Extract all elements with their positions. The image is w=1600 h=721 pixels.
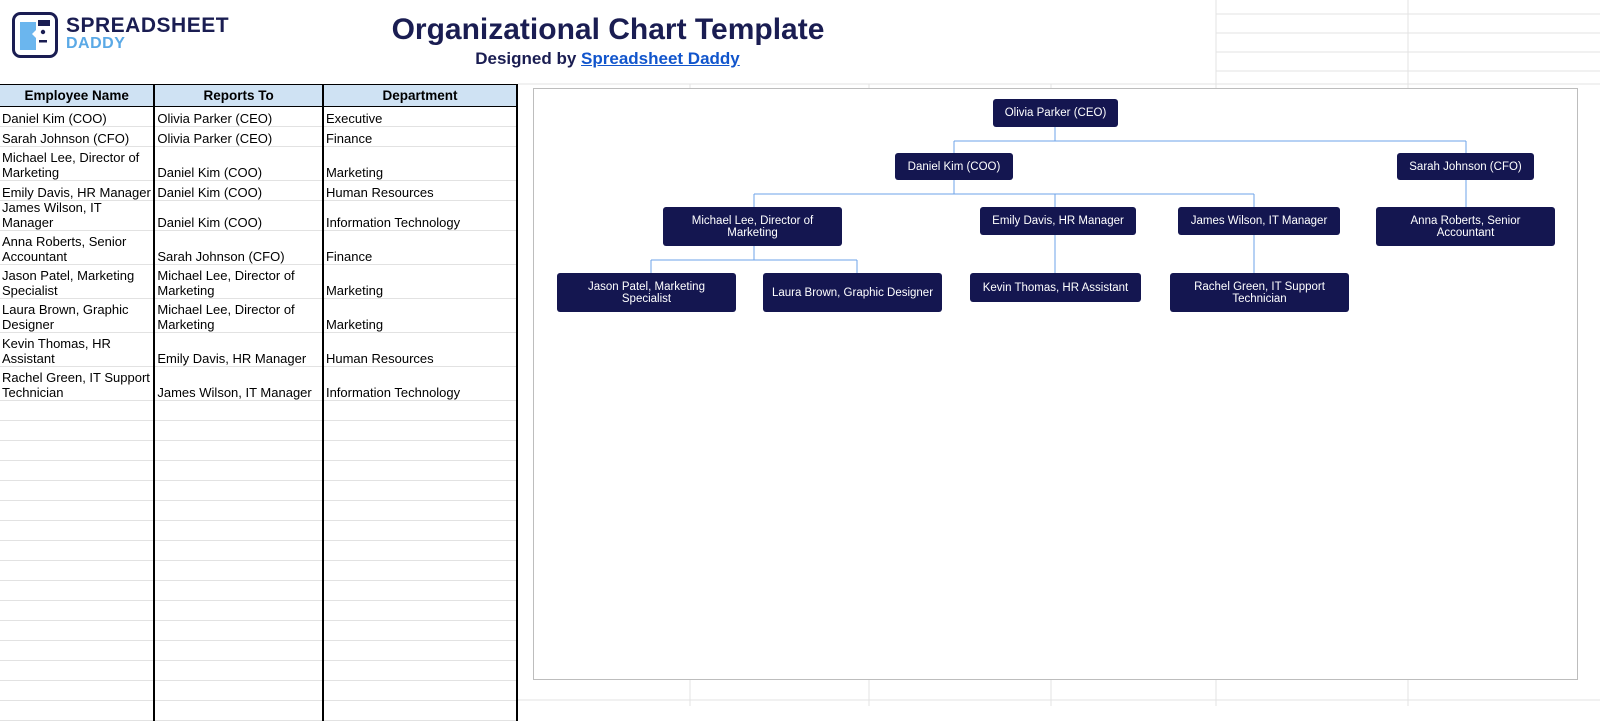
- empty-cell[interactable]: [154, 641, 323, 661]
- cell-reports-to[interactable]: Emily Davis, HR Manager: [154, 333, 323, 367]
- org-chart-panel[interactable]: [533, 88, 1578, 680]
- table-row: [0, 299, 517, 333]
- empty-cell[interactable]: [154, 521, 323, 541]
- empty-cell[interactable]: [154, 421, 323, 441]
- empty-row: [0, 701, 517, 721]
- column-header-employee-name[interactable]: Employee Name: [0, 85, 154, 107]
- cell-employee-name[interactable]: Daniel Kim (COO): [0, 107, 154, 127]
- empty-cell[interactable]: [323, 561, 517, 581]
- empty-row: [0, 461, 517, 481]
- empty-cell[interactable]: [0, 461, 154, 481]
- empty-row: [0, 681, 517, 701]
- empty-cell[interactable]: [154, 681, 323, 701]
- empty-cell[interactable]: [0, 601, 154, 621]
- org-node-cfo[interactable]: Sarah Johnson (CFO): [1397, 153, 1534, 180]
- page-subtitle: [400, 49, 815, 69]
- empty-cell[interactable]: [154, 461, 323, 481]
- empty-row: [0, 621, 517, 641]
- cell-department[interactable]: Marketing: [323, 147, 517, 181]
- table-row: [0, 127, 517, 147]
- empty-cell[interactable]: [323, 641, 517, 661]
- cell-employee-name[interactable]: Anna Roberts, Senior Accountant: [0, 231, 154, 265]
- empty-cell[interactable]: [154, 441, 323, 461]
- empty-cell[interactable]: [323, 581, 517, 601]
- table-row: [0, 367, 517, 401]
- connector-ceo-level: [954, 127, 1466, 153]
- org-node-senior-accountant[interactable]: Anna Roberts, Senior Accountant: [1376, 207, 1555, 246]
- cell-employee-name[interactable]: Sarah Johnson (CFO): [0, 127, 154, 147]
- cell-reports-to[interactable]: Daniel Kim (COO): [154, 181, 323, 201]
- empty-row: [0, 661, 517, 681]
- empty-row: [0, 481, 517, 501]
- column-header-department[interactable]: Department: [323, 85, 517, 107]
- empty-cell[interactable]: [0, 541, 154, 561]
- empty-cell[interactable]: [154, 701, 323, 721]
- empty-cell[interactable]: [0, 581, 154, 601]
- empty-cell[interactable]: [0, 421, 154, 441]
- cell-reports-to[interactable]: James Wilson, IT Manager: [154, 367, 323, 401]
- cell-reports-to[interactable]: Daniel Kim (COO): [154, 147, 323, 181]
- empty-cell[interactable]: [154, 661, 323, 681]
- table-row: [0, 107, 517, 127]
- empty-cell[interactable]: [154, 401, 323, 421]
- connector-coo-reports: [754, 180, 1254, 207]
- cell-department[interactable]: Human Resources: [323, 333, 517, 367]
- table-row: [0, 201, 517, 231]
- empty-row: [0, 541, 517, 561]
- empty-cell[interactable]: [323, 421, 517, 441]
- cell-department[interactable]: Finance: [323, 231, 517, 265]
- org-node-hr-manager[interactable]: Emily Davis, HR Manager: [980, 207, 1136, 235]
- empty-cell[interactable]: [323, 621, 517, 641]
- cell-department[interactable]: Executive: [323, 107, 517, 127]
- cell-employee-name[interactable]: Kevin Thomas, HR Assistant: [0, 333, 154, 367]
- empty-cell[interactable]: [0, 701, 154, 721]
- empty-cell[interactable]: [323, 441, 517, 461]
- empty-cell[interactable]: [154, 601, 323, 621]
- empty-row: [0, 601, 517, 621]
- org-node-hr-assistant[interactable]: Kevin Thomas, HR Assistant: [970, 273, 1141, 302]
- cell-reports-to[interactable]: Sarah Johnson (CFO): [154, 231, 323, 265]
- cell-employee-name[interactable]: Rachel Green, IT Support Technician: [0, 367, 154, 401]
- page-title: Organizational Chart Template: [391, 13, 825, 46]
- cell-employee-name[interactable]: Michael Lee, Director of Marketing: [0, 147, 154, 181]
- cell-employee-name[interactable]: James Wilson, IT Manager: [0, 201, 154, 231]
- empty-row: [0, 521, 517, 541]
- empty-cell[interactable]: [323, 541, 517, 561]
- empty-cell[interactable]: [0, 441, 154, 461]
- empty-cell[interactable]: [154, 541, 323, 561]
- empty-row: [0, 581, 517, 601]
- cell-employee-name[interactable]: Jason Patel, Marketing Specialist: [0, 265, 154, 299]
- org-node-it-manager[interactable]: James Wilson, IT Manager: [1178, 207, 1340, 235]
- empty-cell[interactable]: [154, 501, 323, 521]
- empty-row: [0, 561, 517, 581]
- cell-reports-to[interactable]: Olivia Parker (CEO): [154, 107, 323, 127]
- cell-department[interactable]: Information Technology: [323, 367, 517, 401]
- cell-reports-to[interactable]: Michael Lee, Director of Marketing: [154, 265, 323, 299]
- table-row: [0, 265, 517, 299]
- subtitle-prefix: Designed by: [475, 49, 577, 68]
- cell-department[interactable]: Finance: [323, 127, 517, 147]
- org-node-ceo[interactable]: Olivia Parker (CEO): [993, 99, 1118, 127]
- empty-cell[interactable]: [323, 461, 517, 481]
- cell-employee-name[interactable]: Laura Brown, Graphic Designer: [0, 299, 154, 333]
- cell-reports-to[interactable]: Daniel Kim (COO): [154, 201, 323, 231]
- org-node-it-support[interactable]: Rachel Green, IT Support Technician: [1170, 273, 1349, 312]
- brand-subname: DADDY: [66, 35, 126, 52]
- empty-cell[interactable]: [323, 601, 517, 621]
- empty-cell[interactable]: [154, 481, 323, 501]
- table-row: [0, 147, 517, 181]
- org-node-marketing-director[interactable]: Michael Lee, Director of Marketing: [663, 207, 842, 246]
- column-header-reports-to[interactable]: Reports To: [154, 85, 323, 107]
- empty-cell[interactable]: [0, 521, 154, 541]
- empty-cell[interactable]: [154, 581, 323, 601]
- empty-cell[interactable]: [323, 681, 517, 701]
- empty-cell[interactable]: [323, 401, 517, 421]
- org-node-marketing-specialist[interactable]: Jason Patel, Marketing Specialist: [557, 273, 736, 312]
- table-header-row: [0, 85, 517, 107]
- cell-department[interactable]: Marketing: [323, 265, 517, 299]
- empty-cell[interactable]: [154, 621, 323, 641]
- employee-table: [0, 84, 518, 721]
- cell-department[interactable]: Human Resources: [323, 181, 517, 201]
- empty-cell[interactable]: [323, 481, 517, 501]
- table-row: [0, 181, 517, 201]
- empty-row: [0, 501, 517, 521]
- cell-employee-name[interactable]: Emily Davis, HR Manager: [0, 181, 154, 201]
- cell-department[interactable]: Information Technology: [323, 201, 517, 231]
- org-node-coo[interactable]: Daniel Kim (COO): [895, 153, 1013, 180]
- empty-cell[interactable]: [323, 521, 517, 541]
- table-row: [0, 231, 517, 265]
- brand-name: SPREADSHEET: [66, 14, 230, 37]
- empty-row: [0, 401, 517, 421]
- empty-cell[interactable]: [0, 481, 154, 501]
- empty-cell[interactable]: [0, 401, 154, 421]
- empty-cell[interactable]: [0, 641, 154, 661]
- empty-cell[interactable]: [0, 501, 154, 521]
- empty-cell[interactable]: [0, 621, 154, 641]
- cell-reports-to[interactable]: Olivia Parker (CEO): [154, 127, 323, 147]
- empty-row: [0, 641, 517, 661]
- empty-cell[interactable]: [0, 661, 154, 681]
- empty-cell[interactable]: [0, 681, 154, 701]
- connector-marketing-reports: [651, 246, 857, 273]
- empty-cell[interactable]: [323, 701, 517, 721]
- empty-row: [0, 441, 517, 461]
- org-node-graphic-designer[interactable]: Laura Brown, Graphic Designer: [763, 273, 942, 312]
- table-row: [0, 333, 517, 367]
- empty-cell[interactable]: [323, 501, 517, 521]
- empty-cell[interactable]: [0, 561, 154, 581]
- spreadsheet-daddy-logo-icon: [12, 12, 58, 58]
- cell-reports-to[interactable]: Michael Lee, Director of Marketing: [154, 299, 323, 333]
- cell-department[interactable]: Marketing: [323, 299, 517, 333]
- empty-cell[interactable]: [323, 661, 517, 681]
- empty-row: [0, 421, 517, 441]
- spreadsheet-daddy-link[interactable]: Spreadsheet Daddy: [581, 49, 740, 68]
- empty-cell[interactable]: [154, 561, 323, 581]
